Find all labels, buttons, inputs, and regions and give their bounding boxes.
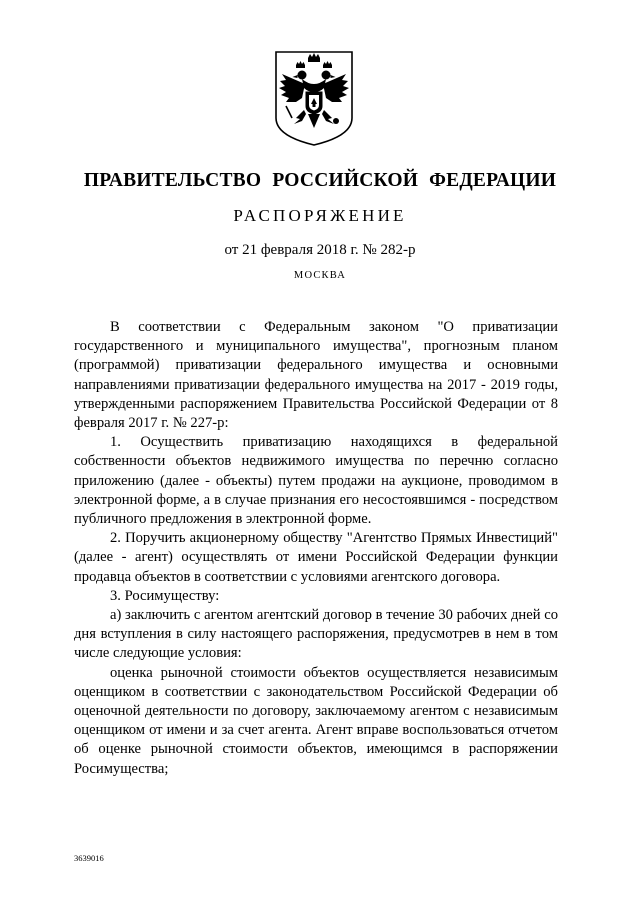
document-city: МОСКВА xyxy=(293,270,347,281)
document-body xyxy=(74,318,558,779)
body-paragraph: оценка рыночной стоимости объектов осуществляется независимым оценщиком в соответствии с законодательством Российской Федерации об оценочной деятельности по договору, заключаемому агентом с независимым оценщиком от имени и за счет агента. Агент вправе воспользоваться отчетом об оценке рыночной стоимости объектов, имеющимся в распоряжении Росимущества; xyxy=(74,664,558,777)
body-paragraph: 3. Росимуществу: xyxy=(110,587,220,604)
body-paragraph: 1. Осуществить приватизацию находящихся в федеральной собственности объектов недвижимого имущества по перечню согласно приложению (далее - объекты) путем продажи на аукционе, проводимом в электронной форме, а в случае признания его несостоявшимся - посредством публичного предложения в электронной форме. xyxy=(74,434,558,528)
document-code: 3639016 xyxy=(74,853,104,863)
document-type: РАСПОРЯЖЕНИЕ xyxy=(233,206,407,225)
document-date-number: от 21 февраля 2018 г. № 282-р xyxy=(224,242,416,258)
body-paragraph: В соответствии с Федеральным законом "О приватизации государственного и муниципального имущества", прогнозным планом (программой) приватизации федерального имущества и основными направлениями приватизации федерального имущества на 2017 - 2019 годы, утвержденными распоряжением Правительства Российской Федерации от 8 февраля 2017 г. № 227-р: xyxy=(74,319,558,432)
coat-of-arms-icon xyxy=(272,48,356,148)
government-title: ПРАВИТЕЛЬСТВО РОССИЙСКОЙ ФЕДЕРАЦИИ xyxy=(83,170,557,191)
body-paragraph: 2. Поручить акционерному обществу "Агентство Прямых Инвестиций" (далее - агент) осуществлять от имени Российской Федерации функции продавца объектов в соответствии с условиями агентского договора. xyxy=(74,530,558,585)
body-paragraph: а) заключить с агентом агентский договор в течение 30 рабочих дней со дня вступления в силу настоящего распоряжения, предусмотрев в нем в том числе следующие условия: xyxy=(74,607,558,662)
